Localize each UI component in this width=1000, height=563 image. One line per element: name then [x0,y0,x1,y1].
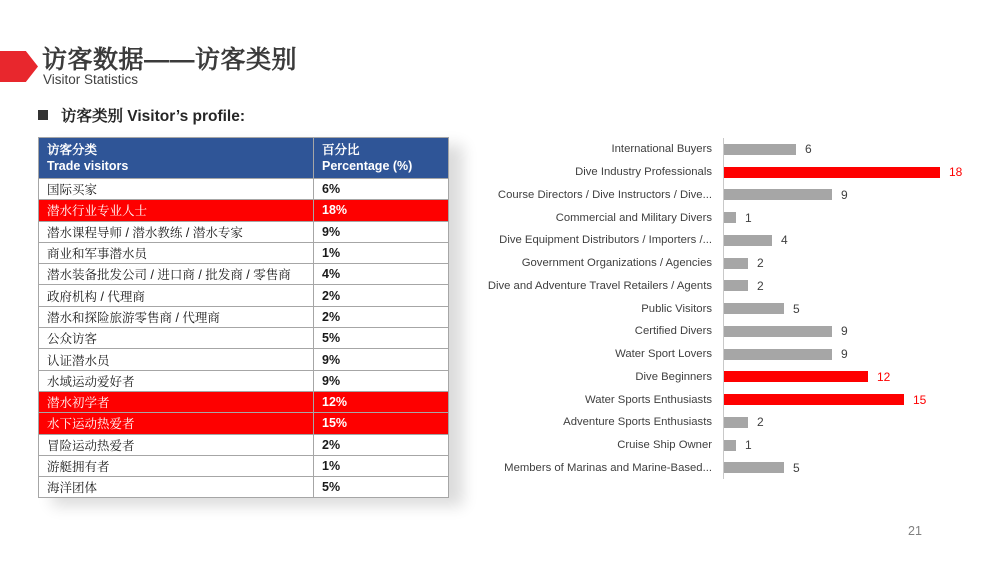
page-title: 访客数据——访客类别 [42,46,298,74]
chart-row [482,320,962,343]
chart-value-label: 2 [757,278,764,293]
table-row-label: 公众访客 [39,328,314,349]
chart-value-label: 9 [841,187,848,202]
table-row-label: 潜水课程导师 / 潜水教练 / 潜水专家 [39,221,314,242]
table-row-value: 9% [314,221,449,242]
chart-bar-area [723,229,788,252]
header-category-en: Trade visitors [47,159,129,173]
chart-category-label: Public Visitors [641,302,712,315]
chart-category-label: Members of Marinas and Marine-Based... [504,461,712,474]
table-row-value: 9% [314,349,449,370]
title-arrow-icon [0,51,38,82]
table-row [39,455,449,476]
header-percentage-en: Percentage (%) [322,159,413,173]
chart-row [482,388,962,411]
chart-bar-area [723,252,764,275]
table-row-value: 5% [314,477,449,498]
table-row-value: 1% [314,455,449,476]
section-heading-label: 访客类别 Visitor’s profile: [61,108,246,125]
chart-value-label: 15 [913,392,927,407]
chart-value-label: 12 [877,369,891,384]
chart-category-label: Water Sports Enthusiasts [584,393,712,406]
chart-row [482,366,962,389]
chart-bar-area [723,297,800,320]
table-row [39,434,449,455]
table-row-label: 认证潜水员 [39,349,314,370]
chart-row [482,184,962,207]
table-row-value: 15% [314,413,449,434]
table-row [39,221,449,242]
table-row [39,413,449,434]
chart-bar-area [723,161,962,184]
visitor-table [38,137,449,498]
table-row-value: 12% [314,391,449,412]
section-heading [38,104,245,126]
visitor-table-body [39,179,449,498]
chart-category-label: Government Organizations / Agencies [521,257,712,270]
chart-value-label: 1 [745,210,752,225]
chart-value-label: 6 [805,142,812,157]
chart-bar-area [723,343,848,366]
table-row-value: 1% [314,242,449,263]
table-row [39,349,449,370]
chart-category-label: International Buyers [611,143,712,156]
header-percentage-zh: 百分比 [322,142,360,157]
chart-bar [724,280,748,291]
table-row [39,179,449,200]
chart-category-label: Dive and Adventure Travel Retailers / Agents [487,279,712,292]
page-subtitle: Visitor Statistics [43,72,139,87]
chart-value-label: 18 [949,165,963,180]
chart-category-label: Adventure Sports Enthusiasts [563,416,712,429]
chart-bar [724,462,784,473]
chart-bar [724,235,772,246]
chart-bar-area [723,366,890,389]
table-row-label: 水下运动热爱者 [39,413,314,434]
table-row-value: 2% [314,306,449,327]
table-row-label: 潜水装备批发公司 / 进口商 / 批发商 / 零售商 [39,264,314,285]
chart-bar-area [723,320,848,343]
chart-category-label: Dive Equipment Distributors / Importers /... [499,234,712,247]
chart-category-label: Commercial and Military Divers [555,211,712,224]
table-row-label: 潜水行业专业人士 [39,200,314,221]
square-bullet-icon [38,110,48,120]
header-percentage [314,138,449,179]
chart-category-label: Dive Industry Professionals [575,166,712,179]
table-row-label: 潜水和探险旅游零售商 / 代理商 [39,306,314,327]
chart-bar-area [723,457,800,480]
table-row-label: 政府机构 / 代理商 [39,285,314,306]
chart-bar-area [723,138,812,161]
chart-row [482,343,962,366]
chart-value-label: 1 [745,438,752,453]
table-row-value: 2% [314,434,449,455]
page-number: 21 [908,524,922,538]
chart-row [482,252,962,275]
table-row-label: 游艇拥有者 [39,455,314,476]
chart-value-label: 5 [793,460,800,475]
chart-value-label: 9 [841,347,848,362]
chart-value-label: 5 [793,301,800,316]
chart-bar-area [723,184,848,207]
chart-row [482,457,962,480]
chart-bar [724,258,748,269]
chart-value-label: 2 [757,256,764,271]
chart-bar [724,167,940,178]
chart-value-label: 9 [841,324,848,339]
table-row-label: 商业和军事潜水员 [39,242,314,263]
visitor-bar-chart [482,138,962,479]
chart-bar-area [723,275,764,298]
chart-row [482,206,962,229]
table-row [39,200,449,221]
table-row-label: 国际买家 [39,179,314,200]
chart-category-label: Dive Beginners [635,370,712,383]
table-row [39,477,449,498]
table-row [39,391,449,412]
chart-bar [724,303,784,314]
table-row [39,328,449,349]
chart-rows [482,138,962,479]
chart-bar [724,371,868,382]
chart-bar [724,212,736,223]
chart-bar-area [723,411,764,434]
chart-bar [724,144,796,155]
table-row-label: 海洋团体 [39,477,314,498]
chart-row [482,275,962,298]
chart-category-label: Water Sport Lovers [615,348,712,361]
chart-bar-area [723,434,752,457]
chart-row [482,229,962,252]
header-category-zh: 访客分类 [47,142,98,157]
chart-category-label: Cruise Ship Owner [617,439,712,452]
table-row-label: 冒险运动热爱者 [39,434,314,455]
chart-category-label: Course Directors / Dive Instructors / Dive... [497,188,712,201]
table-row-value: 2% [314,285,449,306]
table-header-row [39,138,449,179]
chart-row [482,297,962,320]
table-row-value: 6% [314,179,449,200]
chart-bar-area [723,388,926,411]
chart-bar-area [723,206,752,229]
chart-row [482,138,962,161]
header-category [39,138,314,179]
chart-row [482,434,962,457]
chart-bar [724,326,832,337]
table-row-label: 潜水初学者 [39,391,314,412]
table-row-value: 9% [314,370,449,391]
chart-category-label: Certified Divers [634,325,712,338]
chart-row [482,411,962,434]
chart-bar [724,349,832,360]
table-row [39,370,449,391]
table-row [39,242,449,263]
table-row [39,264,449,285]
table-row [39,285,449,306]
chart-bar [724,440,736,451]
chart-value-label: 2 [757,415,764,430]
table-row-label: 水域运动爱好者 [39,370,314,391]
chart-bar [724,394,904,405]
chart-row [482,161,962,184]
table-row-value: 18% [314,200,449,221]
chart-bar [724,189,832,200]
chart-value-label: 4 [781,233,788,248]
chart-bar [724,417,748,428]
table-row-value: 4% [314,264,449,285]
table-row [39,306,449,327]
table-row-value: 5% [314,328,449,349]
